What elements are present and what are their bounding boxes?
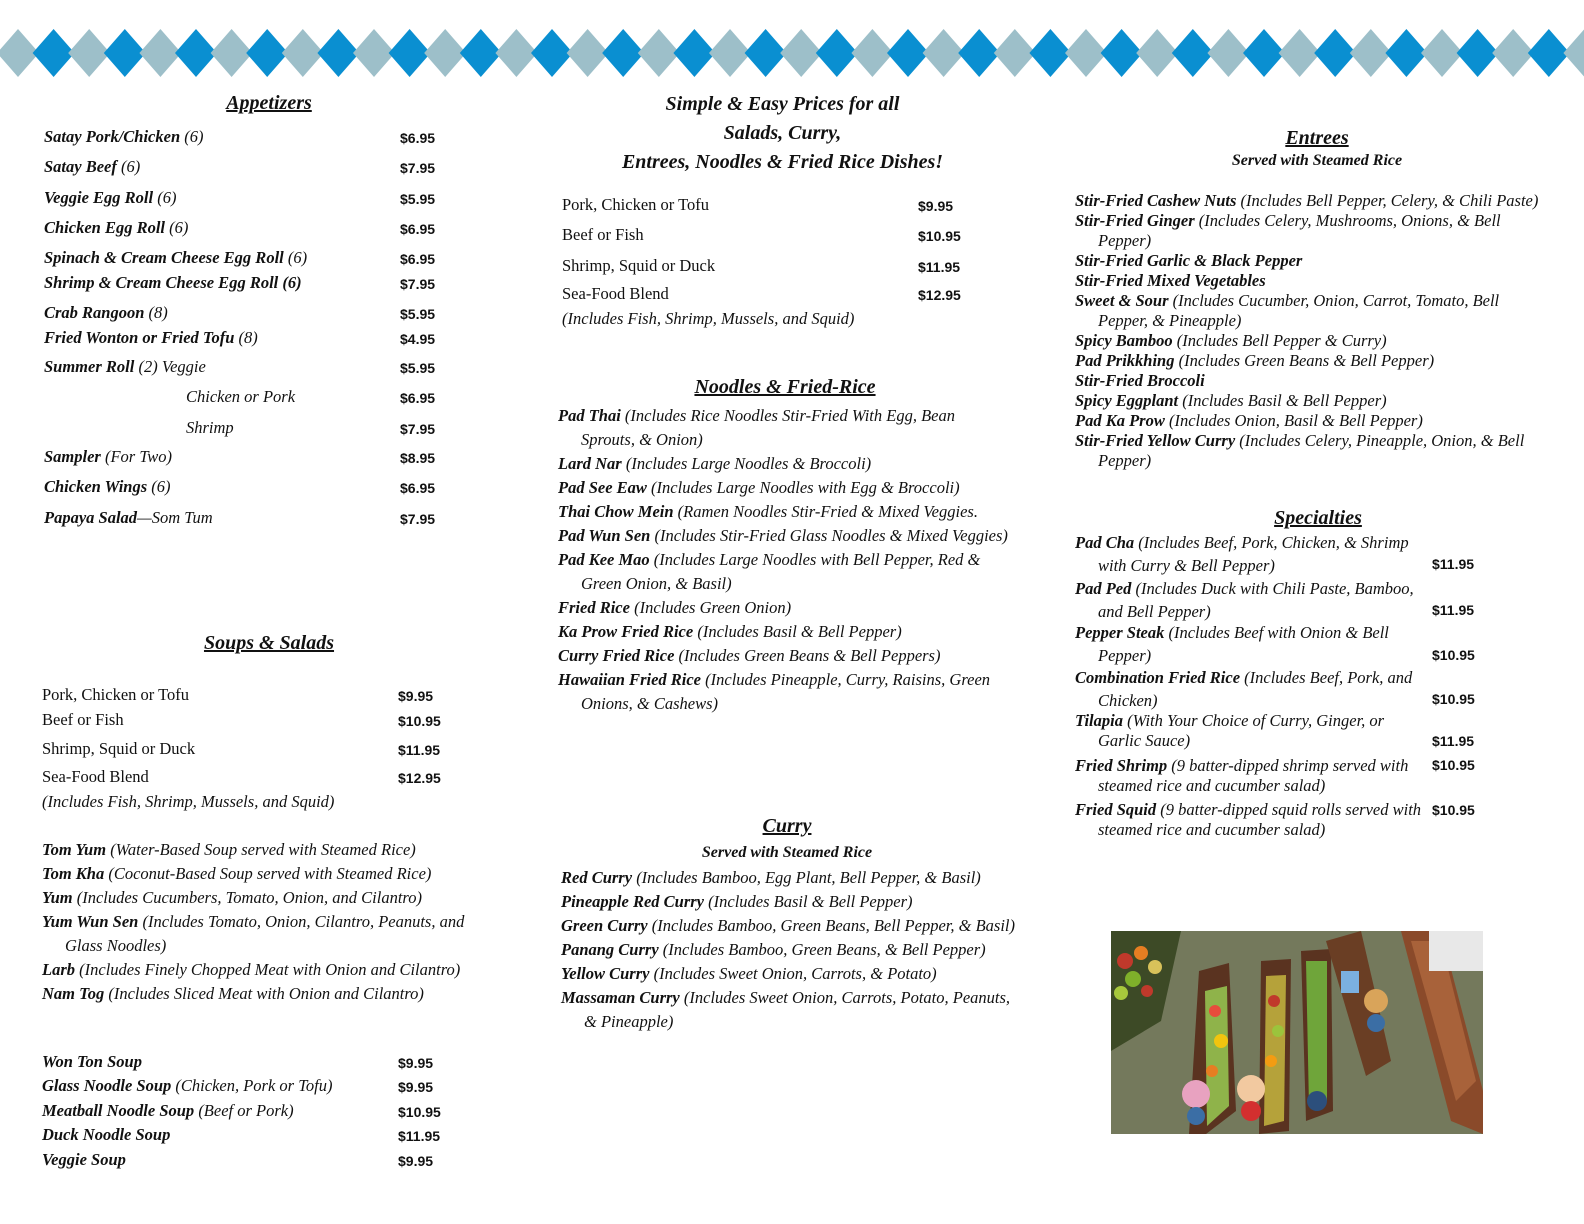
item-description: (Includes Green Beans & Bell Peppers) [674, 646, 941, 665]
item-description: (6) [165, 218, 189, 237]
item-name: Beef or Fish [562, 225, 644, 244]
item-name: Pork, Chicken or Tofu [42, 685, 190, 704]
noodles-title: Noodles & Fried-Rice [694, 376, 876, 398]
menu-item-row: Shrimp [186, 418, 234, 437]
item-description: (For Two) [100, 447, 173, 466]
item-name: Veggie Soup [42, 1150, 126, 1169]
item-name: Thai Chow Mein [558, 502, 674, 521]
menu-item-row [42, 1125, 170, 1145]
item-description: (Includes Celery, Pineapple, Onion, & Bell Pepper) [1098, 431, 1525, 470]
item-description: (Includes Cucumber, Onion, Carrot, Tomato, Bell Pepper, & Pineapple) [1098, 291, 1500, 330]
item-description: (6) [147, 477, 171, 496]
item-price: $9.95 [918, 198, 954, 214]
item-name: Veggie Egg Roll [44, 188, 154, 207]
menu-item [558, 548, 1010, 596]
item-name: Fried Wonton or Fried Tofu [44, 328, 235, 347]
item-description: (Includes Green Beans & Bell Pepper) [1174, 351, 1435, 370]
item-name: Curry Fried Rice [558, 646, 675, 665]
item-name: Combination Fried Rice [1075, 668, 1241, 687]
item-price: $11.95 [1432, 556, 1475, 572]
menu-item-row [44, 508, 213, 528]
item-name: Massaman Curry [561, 988, 680, 1007]
menu-item-row [562, 284, 669, 304]
menu-item-row [44, 328, 258, 348]
menu-item [561, 962, 1016, 986]
item-price: $9.95 [398, 1079, 434, 1095]
menu-item [561, 914, 1016, 938]
item-name: Glass Noodle Soup [42, 1076, 172, 1095]
menu-item [42, 958, 497, 982]
menu-item-row [42, 1052, 142, 1072]
menu-item [1075, 351, 1545, 371]
item-name: Stir-Fried Mixed Vegetables [1075, 271, 1266, 290]
item-name: Pad Thai [558, 406, 621, 425]
item-name: Pad Prikkhing [1075, 351, 1175, 370]
item-price: $10.95 [1432, 647, 1475, 663]
menu-item-row [562, 256, 715, 276]
menu-item [558, 644, 1010, 668]
menu-item-row [42, 1076, 332, 1096]
item-description: (Includes Pineapple, Curry, Raisins, Green Onions, & Cashews) [581, 670, 991, 713]
item-price: $6.95 [400, 130, 436, 146]
item-name: Stir-Fried Garlic & Black Pepper [1075, 251, 1303, 270]
item-name: Stir-Fried Ginger [1075, 211, 1195, 230]
curry-items [561, 866, 1016, 1034]
menu-item [558, 476, 1010, 500]
item-description: (6) [116, 157, 141, 176]
curry-subtitle: Served with Steamed Rice [701, 844, 873, 861]
menu-item [558, 404, 1010, 452]
item-name: Won Ton Soup [42, 1052, 142, 1071]
menu-item [1075, 666, 1425, 712]
menu-item [561, 986, 1016, 1034]
menu-item [1075, 711, 1425, 751]
menu-item [561, 938, 1016, 962]
menu-item [42, 862, 497, 886]
menu-item-row [42, 1101, 294, 1121]
item-description: (Ramen Noodles Stir-Fried & Mixed Veggies. [673, 502, 978, 521]
menu-item [558, 668, 1010, 716]
menu-item [1075, 411, 1545, 431]
item-price: $5.95 [400, 360, 436, 376]
item-price: $7.95 [400, 276, 436, 292]
item-name: Nam Tog [42, 984, 105, 1003]
item-name: Pad Wun Sen [558, 526, 651, 545]
item-name: Sea-Food Blend [562, 284, 669, 303]
item-description: (Includes Large Noodles with Bell Pepper, Red & Green Onion, & Basil) [581, 550, 981, 593]
item-price: $12.95 [918, 287, 961, 303]
item-name: Pad Ped [1075, 579, 1132, 598]
item-description: (8) [144, 303, 168, 322]
menu-item [558, 524, 1010, 548]
item-price: $10.95 [918, 228, 961, 244]
menu-item-text [1075, 711, 1425, 751]
menu-item-row [44, 218, 188, 238]
item-name: Pad Ka Prow [1075, 411, 1165, 430]
item-description: (Includes Duck with Chili Paste, Bamboo, and Bell Pepper) [1098, 579, 1414, 621]
item-name: Stir-Fried Cashew Nuts [1075, 191, 1237, 210]
menu-item-row [44, 477, 171, 497]
menu-item [558, 620, 1010, 644]
item-price: $11.95 [398, 1128, 441, 1144]
item-description: (Includes Basil & Bell Pepper) [704, 892, 913, 911]
item-name: Tilapia [1075, 711, 1123, 730]
item-name: Spicy Bamboo [1075, 331, 1173, 350]
item-name: Tom Kha [42, 864, 105, 883]
banner-diamond [1563, 29, 1584, 77]
item-description: (Includes Bell Pepper, Celery, & Chili Paste) [1236, 191, 1539, 210]
menu-item [561, 866, 1016, 890]
item-description: (Includes Onion, Basil & Bell Pepper) [1164, 411, 1423, 430]
entrees-items [1075, 191, 1545, 471]
item-name: Summer Roll [44, 357, 135, 376]
item-name: Spinach & Cream Cheese Egg Roll [44, 248, 284, 267]
appetizers-title: Appetizers [226, 92, 312, 114]
menu-item [1075, 577, 1425, 623]
item-name: Chicken Egg Roll [44, 218, 166, 237]
item-price: $7.95 [400, 511, 436, 527]
item-price: $4.95 [400, 331, 436, 347]
menu-item-row [562, 195, 709, 215]
item-description: (Includes Bamboo, Green Beans, Bell Pepper, & Basil) [647, 916, 1015, 935]
soups-items [42, 838, 497, 1006]
menu-item [1075, 251, 1545, 271]
curry-title: Curry [762, 815, 812, 837]
item-description: (Includes Large Noodles with Egg & Broccoli) [646, 478, 960, 497]
item-price: $7.95 [400, 160, 436, 176]
item-description: (8) [234, 328, 258, 347]
menu-item-row [44, 188, 176, 208]
item-description: (Chicken, Pork or Tofu) [171, 1076, 333, 1095]
menu-item [1075, 191, 1545, 211]
menu-item-row [44, 273, 302, 293]
menu-item-text [1075, 577, 1425, 623]
menu-item [1075, 800, 1425, 840]
middle-price-note: (Includes Fish, Shrimp, Mussels, and Squid) [562, 309, 855, 328]
item-name: Fried Rice [558, 598, 630, 617]
item-description: (Includes Basil & Bell Pepper) [1178, 391, 1387, 410]
item-price: $9.95 [398, 688, 434, 704]
soups-price-note: (Includes Fish, Shrimp, Mussels, and Squid) [42, 792, 335, 811]
item-name: Crab Rangoon [44, 303, 145, 322]
item-description: (Beef or Pork) [194, 1101, 294, 1120]
menu-item [1075, 291, 1545, 331]
menu-item-text [1075, 621, 1425, 667]
menu-item-text [1075, 756, 1425, 796]
item-price: $10.95 [398, 1104, 441, 1120]
item-description: (Includes Beef, Pork, Chicken, & Shrimp with Curry & Bell Pepper) [1098, 533, 1409, 575]
item-price: $10.95 [1432, 802, 1475, 818]
item-name: Red Curry [561, 868, 633, 887]
item-description: (Coconut-Based Soup served with Steamed Rice) [104, 864, 432, 883]
menu-item-row [42, 710, 124, 730]
item-description: (Includes Beef with Onion & Bell Pepper) [1098, 623, 1389, 665]
item-name: Lard Nar [558, 454, 622, 473]
item-name: Shrimp & Cream Cheese Egg Roll (6) [44, 273, 302, 292]
headline-line-3: Entrees, Noodles & Fried Rice Dishes! [621, 151, 944, 173]
item-description: (6) [283, 248, 308, 267]
item-description: (Includes Cucumbers, Tomato, Onion, and Cilantro) [72, 888, 422, 907]
menu-item [42, 982, 497, 1006]
noodles-items [558, 404, 1010, 716]
menu-item-row: Chicken or Pork [186, 387, 296, 406]
menu-item [558, 500, 1010, 524]
item-description: (Includes Sweet Onion, Carrots, & Potato) [649, 964, 937, 983]
item-description: —Som Tum [137, 508, 213, 527]
menu-item-row [42, 685, 189, 705]
item-name: Fried Shrimp [1075, 756, 1168, 775]
item-price: $11.95 [1432, 733, 1475, 749]
item-name: Duck Noodle Soup [42, 1125, 171, 1144]
item-name: Satay Beef [44, 157, 117, 176]
item-description: (Includes Celery, Mushrooms, Onions, & Bell Pepper) [1098, 211, 1501, 250]
menu-item-text [1075, 531, 1425, 577]
menu-item-row [44, 248, 307, 268]
menu-item-row [44, 303, 168, 323]
menu-item [42, 886, 497, 910]
item-price: $9.95 [398, 1055, 434, 1071]
headline-line-1: Simple & Easy Prices for all [665, 93, 900, 115]
headline-line-2: Salads, Curry, [723, 122, 842, 144]
menu-item-text [1075, 800, 1425, 840]
item-name: Chicken Wings [44, 477, 148, 496]
menu-item-row [44, 357, 206, 377]
menu-item-row [44, 447, 172, 467]
item-name: Papaya Salad [44, 508, 138, 527]
item-name: Pad See Eaw [558, 478, 647, 497]
item-description: (Water-Based Soup served with Steamed Rice) [106, 840, 416, 859]
specialties-title: Specialties [1274, 507, 1362, 529]
item-description: (Includes Basil & Bell Pepper) [693, 622, 902, 641]
menu-item [561, 890, 1016, 914]
menu-item [1075, 371, 1545, 391]
soups-title: Soups & Salads [203, 632, 335, 654]
item-name: Shrimp, Squid or Duck [42, 739, 196, 758]
menu-item [42, 838, 497, 862]
item-description: (Includes Bamboo, Green Beans, & Bell Pepper) [658, 940, 986, 959]
item-name: Shrimp, Squid or Duck [562, 256, 716, 275]
item-price: $8.95 [400, 450, 436, 466]
menu-item-row [42, 767, 149, 787]
item-name: Larb [42, 960, 75, 979]
diamond-banner [0, 29, 1584, 77]
menu-item [1075, 391, 1545, 411]
menu-item [1075, 271, 1545, 291]
item-name: Satay Pork/Chicken [44, 127, 181, 146]
item-name: Pad Cha [1075, 533, 1135, 552]
menu-item [1075, 756, 1425, 796]
item-name: Sampler [44, 447, 101, 466]
item-price: $6.95 [400, 390, 436, 406]
item-description: (2) Veggie [134, 357, 206, 376]
item-name: Stir-Fried Yellow Curry [1075, 431, 1236, 450]
menu-item-row [42, 1150, 126, 1170]
item-price: $11.95 [918, 259, 961, 275]
item-name: Ka Prow Fried Rice [558, 622, 694, 641]
menu-item [1075, 531, 1425, 577]
item-name: Hawaiian Fried Rice [558, 670, 702, 689]
item-name: Pork, Chicken or Tofu [562, 195, 710, 214]
item-description: (With Your Choice of Curry, Ginger, or Garlic Sauce) [1098, 711, 1385, 750]
item-name: Yum Wun Sen [42, 912, 139, 931]
item-name: Pad Kee Mao [558, 550, 650, 569]
item-price: $6.95 [400, 480, 436, 496]
menu-item [1075, 431, 1545, 471]
entrees-subtitle: Served with Steamed Rice [1231, 152, 1403, 169]
menu-item-text [1075, 666, 1425, 712]
item-name: Tom Yum [42, 840, 107, 859]
item-description: (Includes Beef, Pork, and Chicken) [1098, 668, 1413, 710]
floating-market-photo [1111, 931, 1483, 1134]
item-price: $6.95 [400, 251, 436, 267]
item-description: (9 batter-dipped shrimp served with steamed rice and cucumber salad) [1098, 756, 1409, 795]
item-price: $5.95 [400, 191, 436, 207]
menu-item-row [44, 127, 204, 147]
item-name: Spicy Eggplant [1075, 391, 1179, 410]
item-price: $10.95 [398, 713, 441, 729]
menu-item-row [562, 225, 644, 245]
item-price: $12.95 [398, 770, 441, 786]
menu-item [1075, 331, 1545, 351]
item-description: (9 batter-dipped squid rolls served with steamed rice and cucumber salad) [1098, 800, 1422, 839]
item-name: Panang Curry [561, 940, 659, 959]
item-name: Fried Squid [1075, 800, 1157, 819]
menu-item [1075, 211, 1545, 251]
item-name: Sea-Food Blend [42, 767, 149, 786]
item-price: $10.95 [1432, 691, 1475, 707]
item-description: (Includes Finely Chopped Meat with Onion and Cilantro) [75, 960, 461, 979]
item-description: (Includes Sweet Onion, Carrots, Potato, Peanuts, & Pineapple) [584, 988, 1011, 1031]
item-price: $6.95 [400, 221, 436, 237]
menu-item [558, 452, 1010, 476]
menu-item [1075, 621, 1425, 667]
menu-item-row [44, 157, 140, 177]
item-description: (6) [180, 127, 204, 146]
item-description: (Includes Stir-Fried Glass Noodles & Mixed Veggies) [650, 526, 1008, 545]
item-name: Green Curry [561, 916, 648, 935]
item-name: Yum [42, 888, 73, 907]
menu-item [558, 596, 1010, 620]
item-name: Pepper Steak [1075, 623, 1165, 642]
item-name: Meatball Noodle Soup [42, 1101, 195, 1120]
item-name: Stir-Fried Broccoli [1075, 371, 1205, 390]
item-price: $5.95 [400, 306, 436, 322]
item-description: (6) [153, 188, 177, 207]
item-price: $9.95 [398, 1153, 434, 1169]
menu-item-row [42, 739, 195, 759]
item-price: $11.95 [398, 742, 441, 758]
item-description: (Includes Bell Pepper & Curry) [1172, 331, 1387, 350]
entrees-title: Entrees [1285, 127, 1349, 149]
item-description: (Includes Large Noodles & Broccoli) [621, 454, 872, 473]
item-price: $11.95 [1432, 602, 1475, 618]
item-price: $10.95 [1432, 757, 1475, 773]
item-description: (Includes Bamboo, Egg Plant, Bell Pepper, & Basil) [632, 868, 981, 887]
item-description: (Includes Tomato, Onion, Cilantro, Peanuts, and Glass Noodles) [65, 912, 465, 955]
item-description: (Includes Rice Noodles Stir-Fried With Egg, Bean Sprouts, & Onion) [581, 406, 955, 449]
item-name: Sweet & Sour [1075, 291, 1169, 310]
item-name: Beef or Fish [42, 710, 124, 729]
item-price: $7.95 [400, 421, 436, 437]
item-name: Yellow Curry [561, 964, 650, 983]
headline [560, 90, 1005, 177]
item-description: (Includes Green Onion) [629, 598, 792, 617]
item-description: (Includes Sliced Meat with Onion and Cilantro) [104, 984, 424, 1003]
item-name: Pineapple Red Curry [561, 892, 704, 911]
menu-item [42, 910, 497, 958]
